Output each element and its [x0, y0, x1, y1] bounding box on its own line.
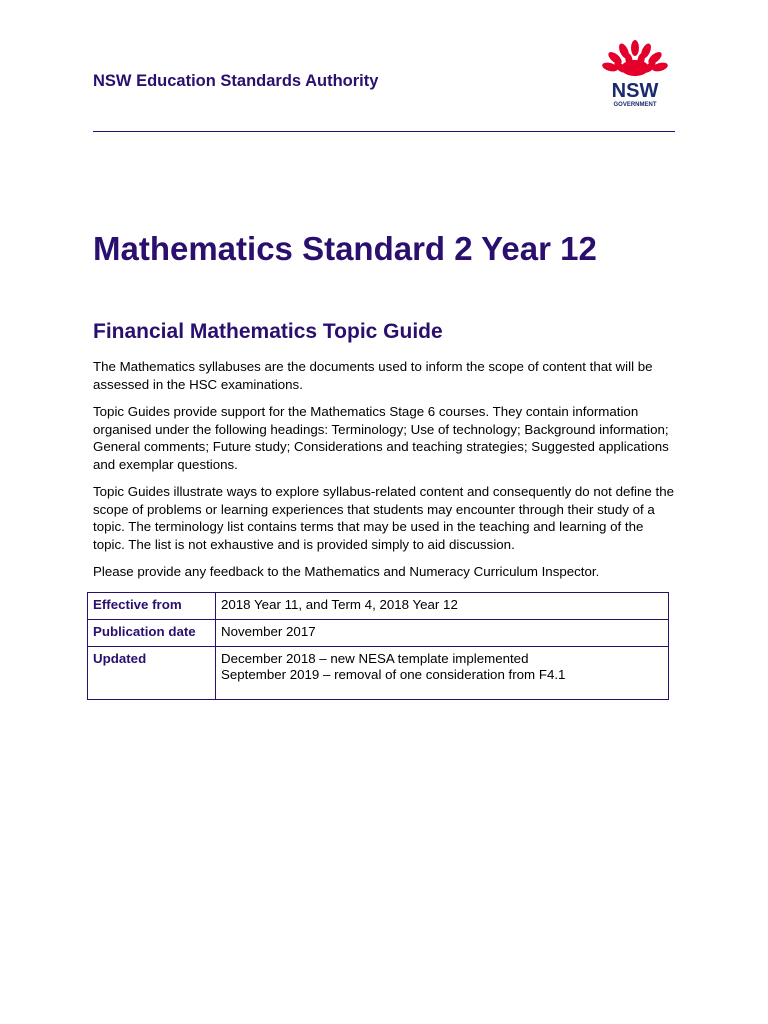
topic-guides-paragraph: Topic Guides provide support for the Mathematics Stage 6 courses. They contain information organised under the following headings: Terminology; Use of technology; Background information; General comments; Future study; Considerations and teaching strategies; Suggested applications and exemplar questions. [93, 404, 669, 472]
effective-from-value [216, 593, 669, 620]
intro-paragraph: The Mathematics syllabuses are the documents used to inform the scope of content that will be assessed in the HSC examinations. [93, 359, 653, 392]
waratah-icon [600, 40, 670, 80]
publication-date-label: Publication date [88, 620, 216, 647]
scope-paragraph: Topic Guides illustrate ways to explore syllabus-related content and consequently do not define the scope of problems or learning experiences that students may encounter through their study of a topic. The terminology list contains terms that may be used in the teaching and learning of the topic. The list is not exhaustive and is provided simply to aid discussion. [93, 484, 674, 552]
document-details-table [87, 592, 669, 700]
organisation-name: NSW Education Standards Authority [93, 72, 379, 90]
table-row [88, 647, 669, 700]
document-subtitle: Financial Mathematics Topic Guide [93, 320, 443, 343]
feedback-paragraph: Please provide any feedback to the Mathematics and Numeracy Curriculum Inspector. [93, 564, 600, 579]
nsw-government-logo [600, 40, 670, 112]
publication-date-line: November 2017 [221, 624, 316, 639]
table-row [88, 620, 669, 647]
logo-wordmark: NSW [611, 80, 659, 102]
effective-from-label: Effective from [88, 593, 216, 620]
updated-line-1: December 2018 – new NESA template implemented [221, 651, 529, 666]
table-row [88, 593, 669, 620]
publication-date-value [216, 620, 669, 647]
document-title: Mathematics Standard 2 Year 12 [93, 230, 597, 267]
logo-subtext: GOVERNMENT [613, 102, 657, 108]
updated-value [216, 647, 669, 700]
updated-line-2: September 2019 – removal of one consideration from F4.1 [221, 667, 566, 682]
header-divider [93, 131, 675, 132]
effective-from-line: 2018 Year 11, and Term 4, 2018 Year 12 [221, 597, 458, 612]
updated-label: Updated [88, 647, 216, 700]
